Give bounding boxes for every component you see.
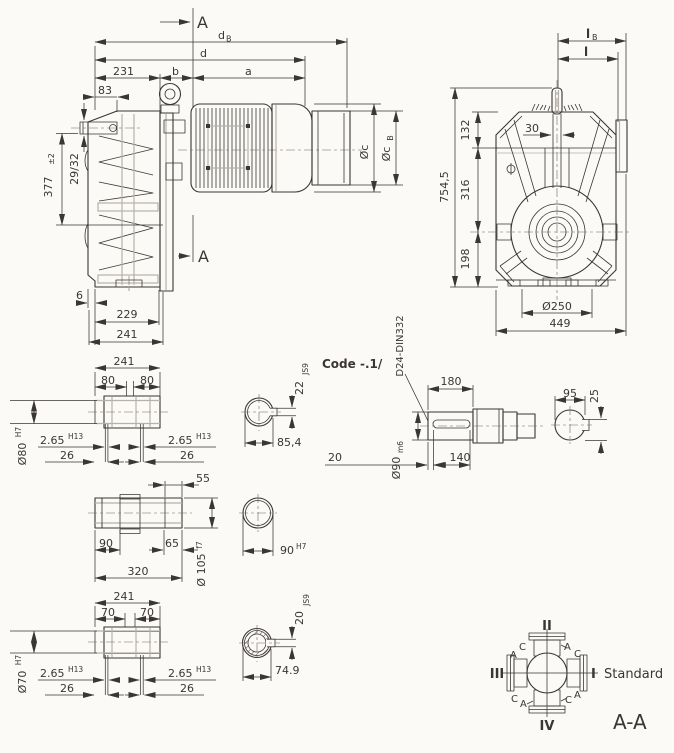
dim-180: 180 (440, 375, 462, 388)
dim-row3-26l: 26 (60, 682, 74, 695)
dim-95: 95 (563, 387, 577, 400)
dim-row1-key: 22 (293, 381, 306, 395)
dim-row3-kw-l: 2.65 (40, 667, 65, 680)
dim-a: a (245, 65, 252, 78)
label-a-tl: A (510, 650, 517, 661)
dim-row2-55: 55 (196, 472, 210, 485)
dim-row1-kwfit-l: H13 (68, 432, 84, 441)
dim-229: 229 (116, 308, 138, 321)
dim-198: 198 (459, 248, 472, 270)
label-a-bl: A (520, 699, 527, 710)
center-bore-label: D24-DIN332 (395, 315, 406, 377)
dim-132: 132 (459, 119, 472, 141)
dim-row3-70l: 70 (101, 606, 115, 619)
dim-row2-borefit: H7 (296, 542, 307, 551)
dim-row3-26r: 26 (180, 682, 194, 695)
position-iv: IV (539, 719, 555, 734)
dim-b: b (172, 65, 179, 78)
standard-note: Standard (604, 667, 664, 682)
dim-db-sub: B (226, 34, 232, 44)
label-c-br: C (565, 695, 572, 706)
dim-oc: Øc (358, 144, 371, 160)
dim-row3-kwfit-l: H13 (68, 665, 84, 674)
dim-row1-bore: Ø80 (16, 442, 29, 466)
dim-25: 25 (588, 389, 601, 403)
dim-row1-80l: 80 (101, 374, 115, 387)
dim-db: d (218, 29, 225, 42)
dim-row1-26l: 26 (60, 449, 74, 462)
dim-30: 30 (525, 122, 539, 135)
dim-d: d (200, 47, 207, 60)
dim-83: 83 (98, 84, 112, 97)
dim-row3-kw-r: 2.65 (168, 667, 193, 680)
dim-lb-sub: B (592, 33, 598, 42)
dim-row2-diafit: f7 (195, 541, 204, 549)
position-i: I (591, 667, 596, 682)
dim-90m6: Ø90 (390, 456, 403, 480)
dim-row3-kwfit-r: H13 (196, 665, 212, 674)
dim-row1-across: 85,4 (277, 436, 302, 449)
dim-row2-65: 65 (165, 537, 179, 550)
dim-row1-borefit: H7 (14, 426, 23, 438)
dim-row3-70r: 70 (140, 606, 154, 619)
dim-row3-keyfit: JS9 (302, 594, 311, 606)
dim-ocb: Øc (380, 146, 393, 162)
dim-row1-kw-r: 2.65 (168, 434, 193, 447)
dim-row2-dia: Ø 105 (195, 553, 208, 587)
dim-316: 316 (459, 179, 472, 201)
dim-row1-241: 241 (113, 355, 135, 368)
dim-row3-key: 20 (293, 611, 306, 625)
dim-row1-kwfit-r: H13 (196, 432, 212, 441)
dim-ocb-sub: B (386, 135, 395, 141)
dim-row3-241: 241 (113, 590, 135, 603)
dim-row3-borefit: H7 (14, 654, 23, 666)
dim-250: Ø250 (542, 300, 572, 313)
dim-row1-keyfit: JS9 (301, 363, 310, 375)
dim-l: l (584, 45, 589, 59)
dim-377-tol: ±2 (47, 153, 56, 165)
dim-754-5: 754,5 (438, 171, 451, 203)
label-c-tr: C (574, 649, 581, 660)
dim-row2-320: 320 (127, 565, 149, 578)
position-iii: III (489, 667, 505, 682)
label-c-tl: C (519, 642, 526, 653)
dim-20: 20 (328, 451, 342, 464)
section-a-mid-label: A (198, 247, 209, 266)
dim-140: 140 (449, 451, 471, 464)
dim-90m6-fit: m6 (396, 440, 405, 454)
dim-231: 231 (113, 65, 134, 78)
dim-6: 6 (76, 289, 83, 302)
dim-241-side: 241 (116, 328, 138, 341)
label-a-tr: A (564, 642, 571, 653)
section-a-top-label: A (197, 13, 208, 32)
dim-row3-bore: Ø70 (16, 670, 29, 694)
label-a-br: A (574, 690, 581, 701)
dim-row1-80r: 80 (140, 374, 154, 387)
label-c-bl: C (511, 694, 518, 705)
dim-row2-90: 90 (99, 537, 113, 550)
dim-29-32: 29/32 (68, 153, 81, 185)
dim-377: 377 (42, 176, 55, 198)
dim-row2-bore: 90 (280, 544, 294, 557)
dim-row3-across: 74.9 (275, 664, 300, 677)
dim-row1-kw-l: 2.65 (40, 434, 65, 447)
dim-row1-26r: 26 (180, 449, 194, 462)
dim-lb: l (586, 27, 591, 41)
position-ii: II (542, 619, 552, 634)
dim-449: 449 (549, 317, 571, 330)
section-aa-title: A-A (613, 710, 647, 734)
code-label: Code -.1/ (322, 357, 383, 371)
